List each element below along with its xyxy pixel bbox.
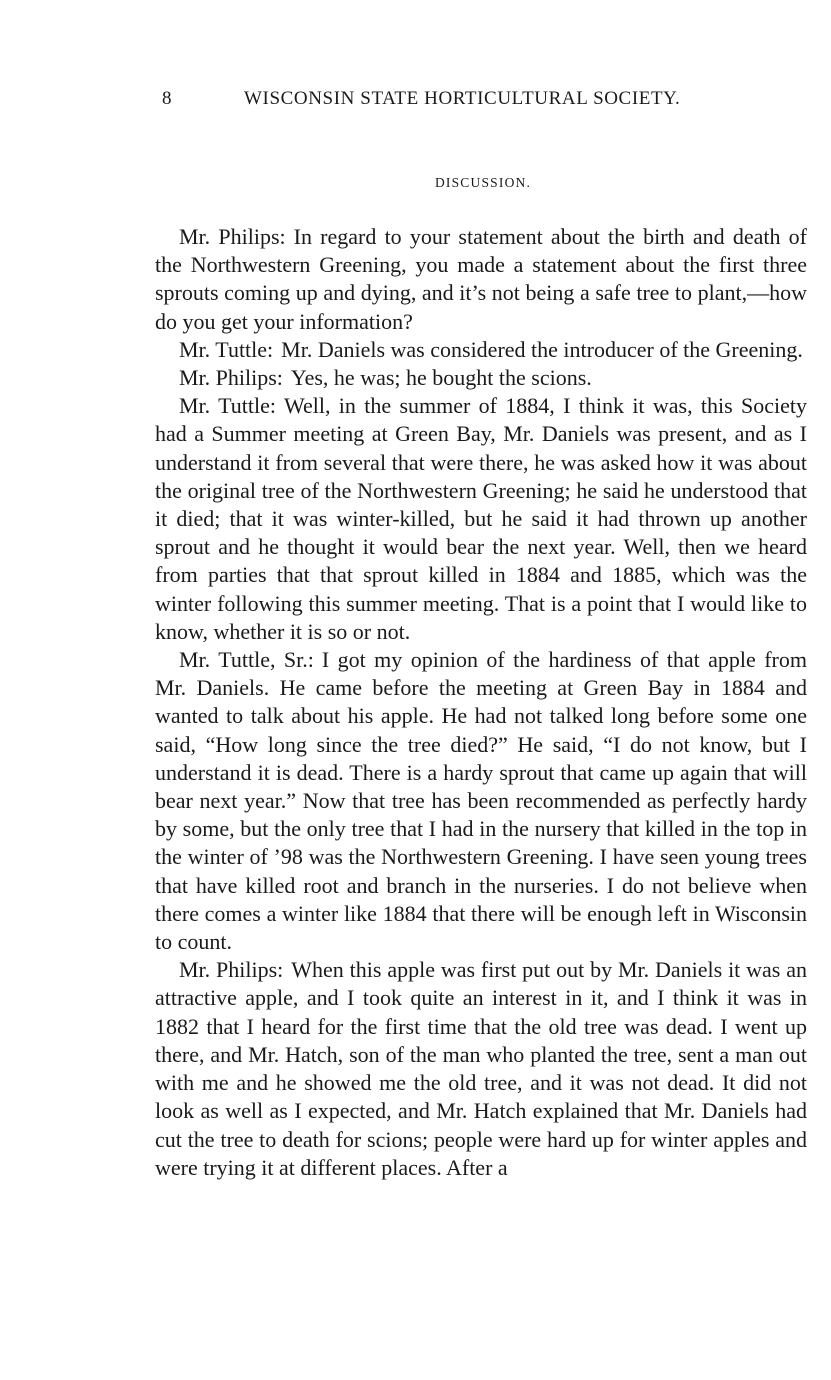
- speaker-name: Mr. Philips:: [179, 365, 283, 391]
- paragraph-text: Well, in the summer of 1884, I think it was, this Society had a Summer meeting at Green Bay, Mr. Daniels was present, and as I understand it from several that were there, he was asked how it was about the original tree of the Northwestern Greening; he said he understood that it died; that it was winter-killed, but he said it had thrown up another sprout and he thought it would bear the next year. Well, then we heard from parties that that sprout killed in 1884 and 1885, which was the winter following this summer meeting. That is a point that I would like to know, whether it is so or not.: [155, 393, 807, 644]
- running-head: [162, 88, 742, 118]
- paragraph-text: In regard to your statement about the birth and death of the Northwestern Greening, you made a statement about the first three sprouts coming up and dying, and it’s not being a safe tree to plant,—how do you get your information?: [155, 224, 808, 334]
- journal-title: WISCONSIN STATE HORTICULTURAL SOCIETY.: [244, 88, 681, 109]
- paragraph: [155, 336, 807, 364]
- speaker-name: Mr. Tuttle, Sr.:: [179, 647, 314, 673]
- speaker-name: Mr. Philips:: [179, 224, 286, 249]
- section-heading: DISCUSSION.: [434, 175, 532, 190]
- paragraph: [155, 364, 807, 392]
- paragraph-text: Mr. Daniels was considered the introducer of the Greening.: [281, 336, 803, 362]
- paragraph: [155, 223, 807, 336]
- page-number: 8: [162, 88, 173, 109]
- paragraph-text: I got my opinion of the hardiness of that apple from Mr. Daniels. He came before the meeting at Green Bay in 1884 and wanted to talk about his apple. He had not talked long before some one said, “How long since the tree died?” He said, “I do not know, but I understand it is dead. There is a hardy sprout that came up again that will bear next year.” Now that tree has been recommended as perfectly hardy by some, but the only tree that I had in the nursery that killed in the top in the winter of ’98 was the Northwestern Greening. I have seen young trees that have killed root and branch in the nurseries. I do not believe when there comes a winter like 1884 that there will be enough left in Wisconsin to count.: [155, 647, 807, 955]
- paragraph: [155, 392, 807, 646]
- speaker-name: Mr. Philips:: [179, 957, 284, 983]
- paragraph: [155, 956, 807, 1182]
- speaker-name: Mr. Tuttle:: [179, 393, 276, 419]
- paragraph-text: Yes, he was; he bought the scions.: [290, 365, 592, 391]
- body-text: [155, 223, 807, 1182]
- paragraph-text: When this apple was first put out by Mr. Daniels it was an attractive apple, and I took quite an interest in it, and I think it was in 1882 that I heard for the first time that the old tree was dead. I went up there, and Mr. Hatch, son of the man who planted the tree, sent a man out with me and he showed me the old tree, and it was not dead. It did not look as well as I expected, and Mr. Hatch explained that Mr. Daniels had cut the tree to death for scions; people were hard up for winter apples and were trying it at different places. After a: [155, 957, 807, 1180]
- speaker-name: Mr. Tuttle:: [179, 336, 274, 362]
- paragraph: [155, 646, 807, 956]
